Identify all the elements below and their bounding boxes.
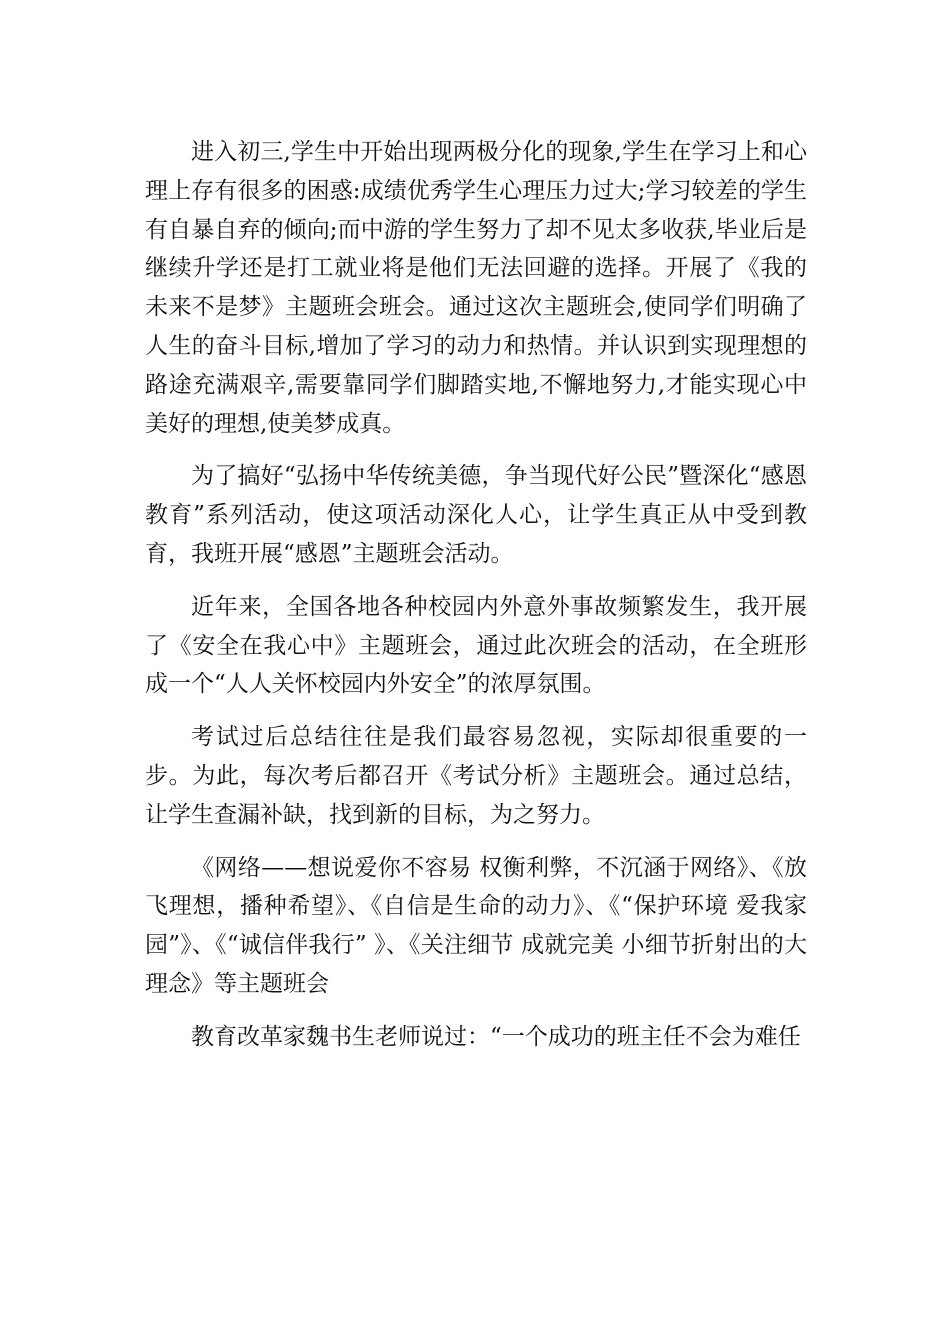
paragraph-gratitude-education: 为了搞好“弘扬中华传统美德，争当现代好公民”暨深化“感恩教育”系列活动，使这项活动深化人心，让学生真正从中受到教育，我班开展“感恩”主题班会活动。 [145, 463, 807, 567]
paragraph-theme-meeting-list: 《网络——想说爱你不容易 权衡利弊，不沉涵于网络》、《放飞理想，播种希望》、《自信是生命的动力》、《“保护环境 爱我家园”》、《“诚信伴我行” 》、《关注细节 成就完美 小细节折射出的大理念》等主题班会 [145, 854, 807, 997]
paragraph-exam-analysis: 考试过后总结往往是我们最容易忽视，实际却很重要的一步。为此，每次考后都召开《考试分析》主题班会。通过总结，让学生查漏补缺，找到新的目标，为之努力。 [145, 724, 807, 828]
document-body [145, 133, 807, 1071]
paragraph-grade-nine-theme-meeting: 进入初三,学生中开始出现两极分化的现象,学生在学习上和心理上存有很多的困惑:成绩优秀学生心理压力过大;学习较差的学生有自暴自弃的倾向;而中游的学生努力了却不见太多收获,毕业后是继续升学还是打工就业将是他们无法回避的选择。开展了《我的未来不是梦》主题班会班会。通过这次主题班会,使同学们明确了人生的奋斗目标,增加了学习的动力和热情。并认识到实现理想的路途充满艰辛,需要靠同学们脚踏实地,不懈地努力,才能实现心中美好的理想,使美梦成真。 [145, 139, 807, 437]
paragraph-campus-safety: 近年来，全国各地各种校园内外意外事故频繁发生，我开展了《安全在我心中》主题班会，通过此次班会的活动，在全班形成一个“人人关怀校园内外安全”的浓厚氛围。 [145, 593, 807, 698]
paragraph-teacher-quote: 教育改革家魏书生老师说过：“一个成功的班主任不会为难任 [191, 1023, 801, 1050]
